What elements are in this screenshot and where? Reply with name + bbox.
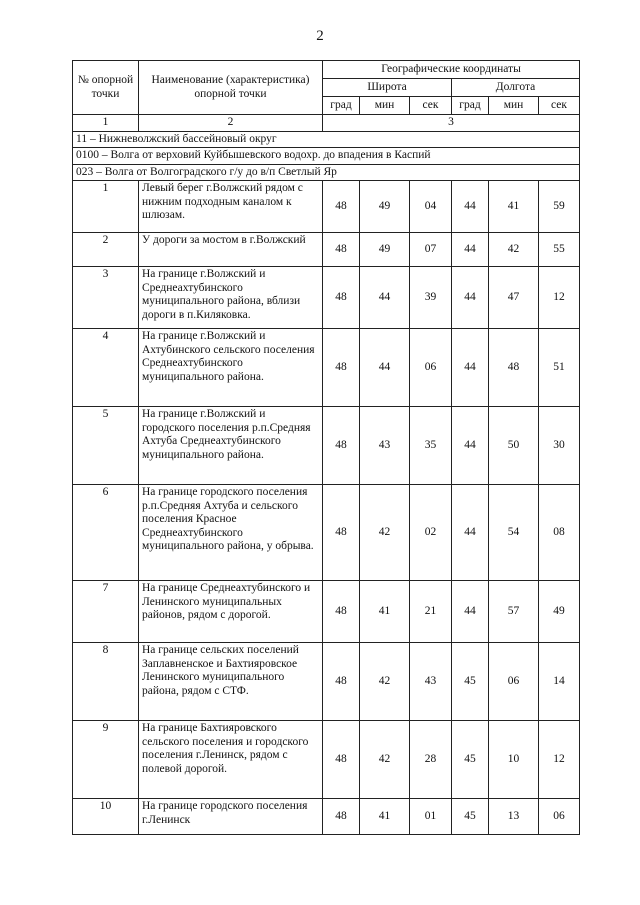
page-number: 2 <box>316 28 324 44</box>
lon-min-cell: 50 <box>489 407 539 485</box>
header-longitude: Долгота <box>452 79 580 97</box>
point-description: На границе г.Волжский и городского поселения р.п.Средняя Ахтуба Среднеахтубинского муниципального района. <box>139 407 323 485</box>
lat-min-cell: 44 <box>360 267 410 329</box>
lat-min-cell: 49 <box>360 233 410 267</box>
lat-sec-cell: 35 <box>410 407 452 485</box>
point-description: Левый берег г.Волжский рядом с нижним подходным каналом к шлюзам. <box>139 181 323 233</box>
point-description: У дороги за мостом в г.Волжский <box>139 233 323 267</box>
lon-min-cell: 57 <box>489 581 539 643</box>
header-lon-min: мин <box>489 97 539 115</box>
lon-sec-cell: 55 <box>539 233 580 267</box>
table-row <box>73 581 580 643</box>
lon-min-cell: 42 <box>489 233 539 267</box>
header-latitude: Широта <box>323 79 452 97</box>
lat-sec-cell: 04 <box>410 181 452 233</box>
lon-grad-cell: 45 <box>452 721 489 799</box>
lat-grad-cell: 48 <box>323 233 360 267</box>
lon-min-cell: 13 <box>489 799 539 835</box>
lon-grad-cell: 44 <box>452 233 489 267</box>
table-row <box>73 407 580 485</box>
lat-sec-cell: 06 <box>410 329 452 407</box>
point-description: На границе городского поселения г.Ленинск <box>139 799 323 835</box>
header-lon-sec: сек <box>539 97 580 115</box>
point-description: На границе г.Волжский и Ахтубинского сельского поселения Среднеахтубинского муниципального района. <box>139 329 323 407</box>
point-description: На границе городского поселения р.п.Средняя Ахтуба и сельского поселения Красное Среднеахтубинского муниципального района, у обрыва. <box>139 485 323 581</box>
lon-min-cell: 47 <box>489 267 539 329</box>
lon-sec-cell: 08 <box>539 485 580 581</box>
point-number: 4 <box>73 329 139 407</box>
lat-min-cell: 41 <box>360 799 410 835</box>
lat-sec-cell: 01 <box>410 799 452 835</box>
lat-grad-cell: 48 <box>323 485 360 581</box>
lon-min-cell: 48 <box>489 329 539 407</box>
index-2: 2 <box>139 115 323 132</box>
lon-grad-cell: 44 <box>452 407 489 485</box>
lat-grad-cell: 48 <box>323 329 360 407</box>
section-row: 11 – Нижневолжский бассейновый округ <box>73 131 580 148</box>
lat-min-cell: 43 <box>360 407 410 485</box>
lon-grad-cell: 45 <box>452 799 489 835</box>
coordinates-table <box>72 60 580 835</box>
lon-sec-cell: 06 <box>539 799 580 835</box>
lon-sec-cell: 30 <box>539 407 580 485</box>
point-description: На границе Бахтияровского сельского поселения и городского поселения г.Ленинск, рядом с полевой дорогой. <box>139 721 323 799</box>
lat-grad-cell: 48 <box>323 643 360 721</box>
lon-sec-cell: 51 <box>539 329 580 407</box>
header-lat-grad: град <box>323 97 360 115</box>
lat-min-cell: 44 <box>360 329 410 407</box>
lat-grad-cell: 48 <box>323 581 360 643</box>
section-row: 0100 – Волга от верховий Куйбышевского водохр. до впадения в Каспий <box>73 148 580 165</box>
table-row <box>73 267 580 329</box>
lon-grad-cell: 45 <box>452 643 489 721</box>
point-number: 3 <box>73 267 139 329</box>
table-row <box>73 485 580 581</box>
lon-min-cell: 06 <box>489 643 539 721</box>
lon-grad-cell: 44 <box>452 329 489 407</box>
table-row <box>73 799 580 835</box>
point-number: 7 <box>73 581 139 643</box>
header-lon-grad: град <box>452 97 489 115</box>
lat-sec-cell: 43 <box>410 643 452 721</box>
lon-sec-cell: 12 <box>539 721 580 799</box>
section-row: 023 – Волга от Волгоградского г/у до в/п Светлый Яр <box>73 164 580 181</box>
lon-grad-cell: 44 <box>452 181 489 233</box>
header-lat-sec: сек <box>410 97 452 115</box>
lat-sec-cell: 39 <box>410 267 452 329</box>
point-number: 6 <box>73 485 139 581</box>
lat-grad-cell: 48 <box>323 181 360 233</box>
header-geo: Географические координаты <box>323 61 580 79</box>
lon-sec-cell: 59 <box>539 181 580 233</box>
lat-grad-cell: 48 <box>323 407 360 485</box>
point-number: 1 <box>73 181 139 233</box>
point-number: 8 <box>73 643 139 721</box>
lon-grad-cell: 44 <box>452 485 489 581</box>
point-number: 2 <box>73 233 139 267</box>
lon-sec-cell: 14 <box>539 643 580 721</box>
lon-grad-cell: 44 <box>452 267 489 329</box>
header-name: Наименование (характеристика) опорной точки <box>139 61 323 115</box>
lat-sec-cell: 28 <box>410 721 452 799</box>
point-number: 10 <box>73 799 139 835</box>
lat-grad-cell: 48 <box>323 721 360 799</box>
table-row <box>73 329 580 407</box>
point-description: На границе Среднеахтубинского и Ленинского муниципальных районов, рядом с дорогой. <box>139 581 323 643</box>
lat-sec-cell: 07 <box>410 233 452 267</box>
lon-min-cell: 41 <box>489 181 539 233</box>
lat-grad-cell: 48 <box>323 267 360 329</box>
lon-grad-cell: 44 <box>452 581 489 643</box>
point-number: 9 <box>73 721 139 799</box>
point-description: На границе сельских поселений Заплавненское и Бахтияровское Ленинского муниципального района, рядом с СТФ. <box>139 643 323 721</box>
header-number: № опорной точки <box>73 61 139 115</box>
index-1: 1 <box>73 115 139 132</box>
lat-min-cell: 49 <box>360 181 410 233</box>
point-number: 5 <box>73 407 139 485</box>
index-3: 3 <box>323 115 580 132</box>
lat-min-cell: 42 <box>360 643 410 721</box>
lat-min-cell: 42 <box>360 721 410 799</box>
lon-sec-cell: 49 <box>539 581 580 643</box>
lon-min-cell: 10 <box>489 721 539 799</box>
table-row <box>73 233 580 267</box>
lon-sec-cell: 12 <box>539 267 580 329</box>
table-row <box>73 721 580 799</box>
header-lat-min: мин <box>360 97 410 115</box>
lat-grad-cell: 48 <box>323 799 360 835</box>
lat-sec-cell: 02 <box>410 485 452 581</box>
lat-min-cell: 42 <box>360 485 410 581</box>
point-description: На границе г.Волжский и Среднеахтубинского муниципального района, вблизи дороги в п.Киляковка. <box>139 267 323 329</box>
lat-sec-cell: 21 <box>410 581 452 643</box>
table-row <box>73 181 580 233</box>
lon-min-cell: 54 <box>489 485 539 581</box>
lat-min-cell: 41 <box>360 581 410 643</box>
table-row <box>73 643 580 721</box>
